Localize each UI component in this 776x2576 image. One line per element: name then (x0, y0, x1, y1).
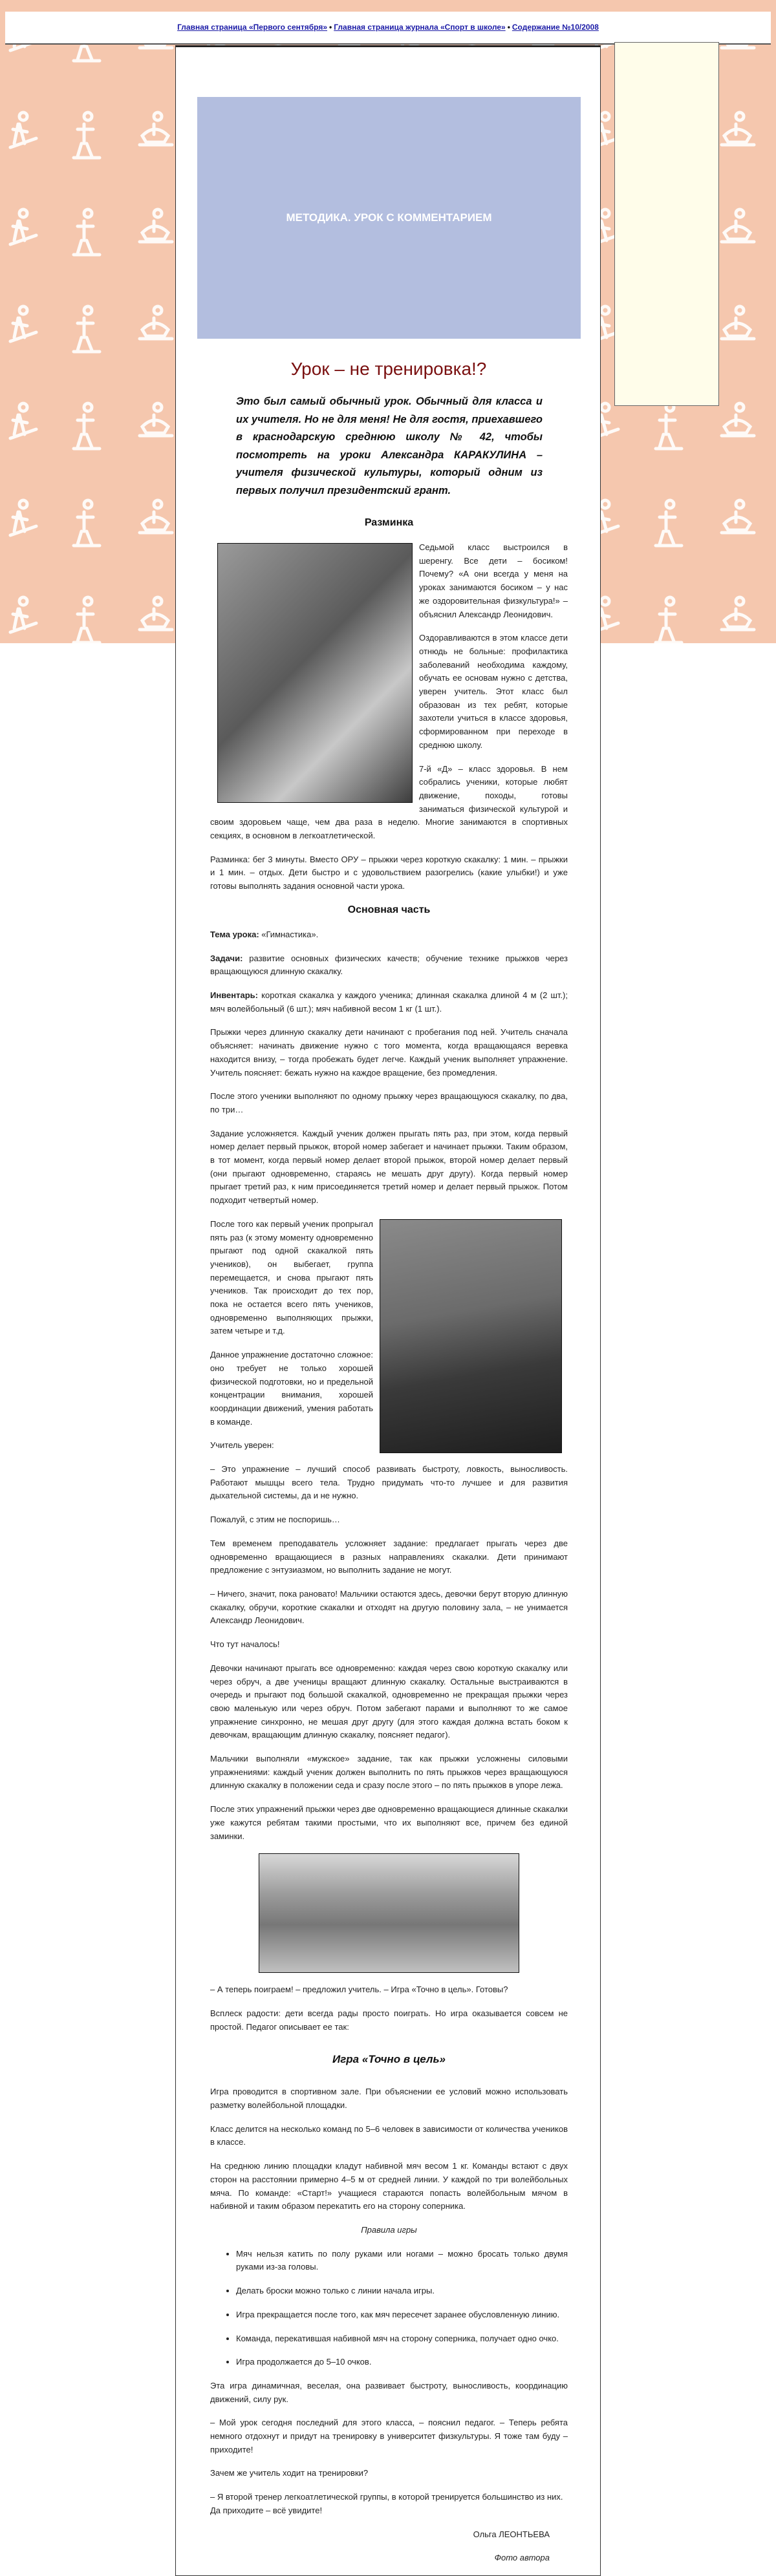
nav-separator: • (329, 23, 332, 32)
sport-figure-icon (722, 209, 754, 242)
paragraph: Что тут началось! (210, 1639, 280, 1650)
lesson-tasks: Задачи: развитие основных физических качеств; обучение технике прыжков через вращающуюся длинную скакалку. (210, 953, 568, 977)
top-navigation (5, 12, 771, 45)
paragraph: – А теперь поиграем! – предложил учитель. – Игра «Точно в цель». Готовы? (210, 1985, 508, 1995)
sport-figure-icon (140, 209, 172, 242)
paragraph: – Я второй тренер легкоатлетической группы, в которой тренируется большинство из них. Да приходите – всё увидите! (210, 2492, 563, 2515)
rules-heading: Правила игры (361, 2224, 417, 2235)
section-banner (197, 97, 581, 339)
paragraph: Данное упражнение достаточно сложное: оно требует не только хорошей физической подготовки, но и предельной концентрации внимания, хорошей координации движений, умения работать в команде. (210, 1350, 373, 1427)
paragraph: Мальчики выполняли «мужское» задание, так как прыжки усложнены силовыми упражнениями: каждый ученик должен выполнить по пять прыжков через вращающуюся длинную скакалку в положении седа и сразу после этого – по пять прыжков в упоре лежа. (210, 1754, 568, 1791)
sport-figure-icon (10, 209, 36, 244)
paragraph: Зачем же учитель ходит на тренировки? (210, 2468, 369, 2478)
lesson-equipment: Инвентарь: короткая скакалка у каждого ученика; длинная скакалка длиной 4 м (2 шт.); мяч волейбольный (6 шт.); мяч набивной весом 1 кг (1 шт.). (210, 990, 568, 1014)
rule-item: • Игра продолжается до 5–10 очков. (236, 2356, 568, 2369)
rule-item: • Мяч нельзя катить по полу руками или ногами – можно бросать только двумя руками из-за головы. (236, 2248, 568, 2274)
sport-figure-icon (74, 500, 100, 546)
paragraph: После того как первый ученик пропрыгал пять раз (к этому моменту одновременно прыгают под одной скакалкой пять учеников), он выбегает, группа перемещается, и снова прыгают пять учеников. Так происходит до тех пор, пока не остается всего пять учеников, одновременно выполняющих прыжки, затем четыре и т.д. (210, 1219, 373, 1336)
article-title: Урок – не тренировка!? (290, 359, 487, 379)
sport-figure-icon (74, 112, 100, 158)
photo-credit: Фото автора (494, 2553, 550, 2563)
rule-item: • Игра прекращается после того, как мяч пересечет заранее обусловленную линию. (236, 2308, 568, 2322)
sport-figure-icon (722, 597, 754, 630)
nav-link-sport-in-school[interactable]: Главная страница журнала «Спорт в школе» (334, 23, 506, 32)
paragraph: Задание усложняется. Каждый ученик должен прыгать пять раз, при этом, когда первый номер делает первый прыжок, второй номер забегает и начинает прыжки. Таким образом, в тот момент, когда первый номер делает второй прыжок, второй номер делает первый (они прыгают одновременно, стараясь не мешать друг другу). Когда первый номер прыгает третий раз, к ним присоединяется третий номер и делает первый прыжок. Потом подходит четвертый номер. (210, 1128, 568, 1206)
sport-figure-icon (74, 597, 100, 643)
sport-figure-icon (722, 112, 754, 145)
sport-figure-icon (140, 403, 172, 436)
paragraph: Прыжки через длинную скакалку дети начинают с пробегания под ней. Учитель сначала объясняет: начинать движение нужно с того момента, когда вращающаяся веревка находится внизу, – тогда пробежать будет легче. Каждый ученик выполняет упражнение. Учитель поясняет: бежать нужно на каждое вращение, без промедления. (210, 1027, 568, 1078)
rule-item: • Команда, перекатившая набивной мяч на сторону соперника, получает одно очко. (236, 2332, 568, 2346)
photo-students-in-line (217, 543, 413, 803)
heading-main-part: Основная часть (347, 904, 431, 915)
label: Инвентарь: (210, 990, 258, 1000)
sport-figure-icon (10, 306, 36, 341)
nav-link-first-september[interactable]: Главная страница «Первого сентября» (177, 23, 328, 32)
author-name: Ольга ЛЕОНТЬЕВА (473, 2529, 550, 2539)
label: Задачи: (210, 953, 243, 963)
sport-figure-icon (656, 500, 682, 546)
rule-item: • Делать броски можно только с линии начала игры. (236, 2284, 568, 2298)
paragraph: Пожалуй, с этим не поспоришь… (210, 1515, 340, 1525)
label: Тема урока: (210, 929, 259, 939)
paragraph: 7-й «Д» – класс здоровья. В нем собрались ученики, которые любят движение, походы, готовы заниматься физической культурой и своим здоровьем чаще, чем два раза в неделю. Многие занимаются в спортивных секциях, в основном в легкоатлетической. (210, 763, 568, 841)
sport-figure-icon (10, 597, 36, 632)
paragraph: Девочки начинают прыгать все одновременно: каждая через свою короткую скакалку или через обруч, а две ученицы вращают длинную скакалку. Остальные выстраиваются в очередь и прыгают под большой скакалкой, одновременно не прекращая прыжки через свою маленькую или через обруч. Потом забегают парами и выполняют то же самое упражнение синхронно, не мешая друг другу (для этого каждая должна встать боком к девочкам, вращающим длинную скакалку, поясняет педагог). (210, 1663, 568, 1740)
paragraph: – Мой урок сегодня последний для этого класса, – пояснил педагог. – Теперь ребята немного отдохнут и придут на тренировку в университет физкультуры. Я тоже там буду – приходите! (210, 2418, 568, 2454)
sport-figure-icon (722, 306, 754, 339)
lesson-topic: Тема урока: «Гимнастика». (210, 929, 319, 939)
sport-figure-icon (656, 403, 682, 449)
sport-figure-icon (722, 500, 754, 533)
heading-game: Игра «Точно в цель» (332, 2053, 446, 2066)
article-column (175, 45, 601, 2576)
sport-figure-icon (74, 306, 100, 352)
photo-girl-jumping-rope (380, 1219, 562, 1453)
sport-figure-icon (140, 306, 172, 339)
paragraph: Разминка: бег 3 минуты. Вместо ОРУ – прыжки через короткую скакалку: 1 мин. – прыжки и 1 мин. – отдых. Дети быстро и с удовольствием разогрелись (какие улыбки!) и уже готовы выполнять задания основной части урока. (210, 854, 568, 891)
sport-figure-icon (140, 500, 172, 533)
sport-figure-icon (10, 403, 36, 438)
paragraph: Эта игра динамичная, веселая, она развивает быстроту, выносливость, координацию движений, силу рук. (210, 2380, 568, 2404)
paragraph: После этих упражнений прыжки через две одновременно вращающиеся длинные скакалки уже кажутся ребятам такими простыми, что их выполняют все, причем без единой заминки. (210, 1804, 568, 1841)
sport-figure-icon (74, 403, 100, 449)
sport-figure-icon (74, 209, 100, 255)
article-body (210, 516, 568, 2565)
nav-link-contents[interactable]: Содержание №10/2008 (512, 23, 599, 32)
paragraph: На среднюю линию площадки кладут набивной мяч весом 1 кг. Команды встают с двух сторон на расстоянии примерно 4–5 м от средней линии. У каждой по три волейбольных мяча. По команде: «Старт!» учащиеся стараются попасть волейбольным мячом в набивной и таким образом перекатить его на сторону соперника. (210, 2161, 568, 2211)
paragraph: Всплеск радости: дети всегда рады просто поиграть. Но игра оказывается совсем не простой. Педагог описывает ее так: (210, 2008, 568, 2032)
sport-figure-icon (10, 112, 36, 147)
sport-figure-icon (722, 403, 754, 436)
photo-gym-jumping (259, 1853, 519, 1973)
sidebar-box (614, 42, 719, 406)
paragraph: Класс делится на несколько команд по 5–6 человек в зависимости от количества учеников в классе. (210, 2124, 568, 2147)
sport-figure-icon (140, 112, 172, 145)
paragraph: Учитель уверен: (210, 1440, 274, 1451)
article-lead: Это был самый обычный урок. Обычный для класса и их учителя. Но не для меня! Не для гостя, приехавшего в краснодарскую среднюю школу № 42, чтобы посмотреть на уроки Александра КАРАКУЛИНА – учителя физической культуры, который одним из первых получил президентский грант. (236, 396, 543, 496)
nav-separator: • (507, 23, 510, 32)
paragraph: Тем временем преподаватель усложняет задание: предлагает прыгать через две одновременно вращающиеся в разных направлениях скакалки. Дети принимают предложение с энтузиазмом, но выполнить задание не могут. (210, 1538, 568, 1575)
sport-figure-icon (10, 500, 36, 535)
paragraph: – Это упражнение – лучший способ развивать быстроту, ловкость, выносливость. Работают мышцы всего тела. Трудно придумать что-то лучшее и для развития дыхательной системы, да и не нужно. (210, 1464, 568, 1501)
paragraph: Седьмой класс выстроился в шеренгу. Все дети – босиком! Почему? «А они всегда у меня на уроках занимаются босиком – у нас же оздоровительная физкультура!» – объяснил Александр Леонидович. (419, 542, 568, 619)
rules-list (210, 2248, 568, 2369)
paragraph: После этого ученики выполняют по одному прыжку через вращающуюся скакалку, по два, по три… (210, 1091, 568, 1114)
paragraph: – Ничего, значит, пока рановато! Мальчики остаются здесь, девочки берут вторую длинную скакалку, обручи, короткие скакалки и отходят на другую половину зала, – не унимается Александр Леонидович. (210, 1589, 568, 1626)
heading-warmup: Разминка (364, 517, 414, 528)
paragraph: Оздоравливаются в этом классе дети отнюдь не больные: профилактика заболеваний необходима каждому, обучать ее основам нужно с детства, уверен учитель. Этот класс был образован из тех ребят, которые захотели учиться в классе здоровья, сформированном при переходе в среднюю школу. (419, 633, 568, 750)
sport-figure-icon (140, 597, 172, 630)
paragraph: Игра проводится в спортивном зале. При объяснении ее условий можно использовать разметку волейбольной площадки. (210, 2087, 568, 2111)
sport-figure-icon (656, 597, 682, 643)
section-banner-text: МЕТОДИКА. УРОК С КОММЕНТАРИЕМ (286, 211, 492, 224)
